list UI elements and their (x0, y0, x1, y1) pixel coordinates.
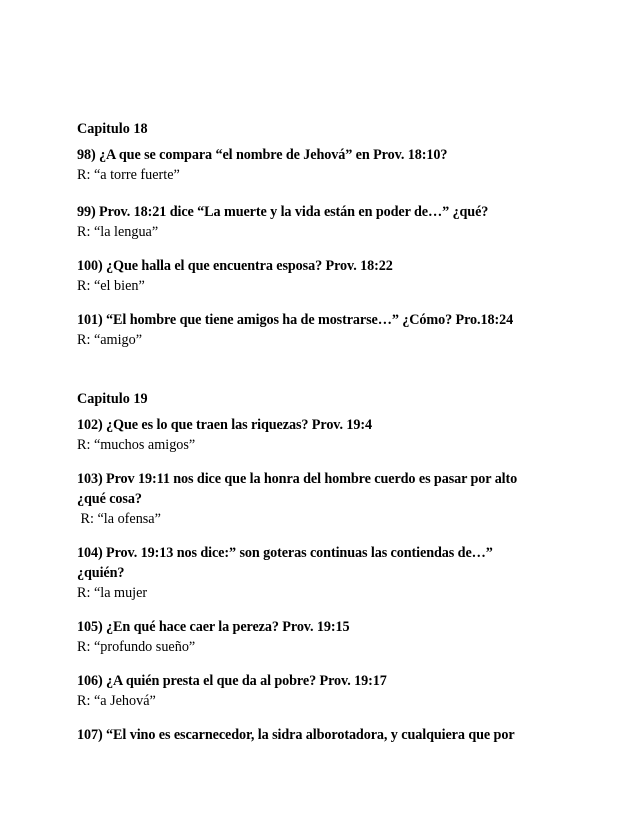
question-104 (77, 543, 557, 603)
answer-text: R: “profundo sueño” (77, 639, 196, 655)
question-106 (77, 671, 557, 711)
answer-text: R: “amigo” (77, 332, 143, 348)
question-100 (77, 256, 557, 296)
answer-text: R: “a torre fuerte” (77, 167, 180, 183)
question-text: 99) Prov. 18:21 dice “La muerte y la vida están en poder de…” ¿qué? (77, 204, 489, 220)
question-103 (77, 469, 557, 529)
question-text-line-2: ¿qué cosa? (77, 491, 142, 507)
question-text: 102) ¿Que es lo que traen las riquezas? Prov. 19:4 (77, 417, 373, 433)
question-text: 107) “El vino es escarnecedor, la sidra alborotadora, y cualquiera que por (77, 727, 515, 743)
answer-text: R: “a Jehová” (77, 693, 156, 709)
chapter-18-heading: Capitulo 18 (77, 121, 148, 137)
question-text: 106) ¿A quién presta el que da al pobre? Prov. 19:17 (77, 673, 387, 689)
answer-text: R: “la ofensa” (77, 511, 161, 527)
question-98 (77, 145, 557, 185)
question-text-line-2: ¿quién? (77, 565, 125, 581)
question-99 (77, 202, 557, 242)
question-101 (77, 310, 557, 350)
chapter-19-heading: Capitulo 19 (77, 391, 148, 407)
question-text: 101) “El hombre que tiene amigos ha de mostrarse…” ¿Cómo? Pro.18:24 (77, 312, 514, 328)
question-text: 98) ¿A que se compara “el nombre de Jehová” en Prov. 18:10? (77, 147, 448, 163)
question-text: 105) ¿En qué hace caer la pereza? Prov. 19:15 (77, 619, 350, 635)
question-text-line-1: 103) Prov 19:11 nos dice que la honra del hombre cuerdo es pasar por alto (77, 471, 518, 487)
question-105 (77, 617, 557, 657)
question-102 (77, 415, 557, 455)
question-text: 100) ¿Que halla el que encuentra esposa? Prov. 18:22 (77, 258, 393, 274)
answer-text: R: “el bien” (77, 278, 145, 294)
answer-text: R: “la lengua” (77, 224, 159, 240)
answer-text: R: “la mujer (77, 585, 148, 601)
answer-text: R: “muchos amigos” (77, 437, 196, 453)
question-text-line-1: 104) Prov. 19:13 nos dice:” son goteras continuas las contiendas de…” (77, 545, 493, 561)
question-107 (77, 725, 557, 745)
